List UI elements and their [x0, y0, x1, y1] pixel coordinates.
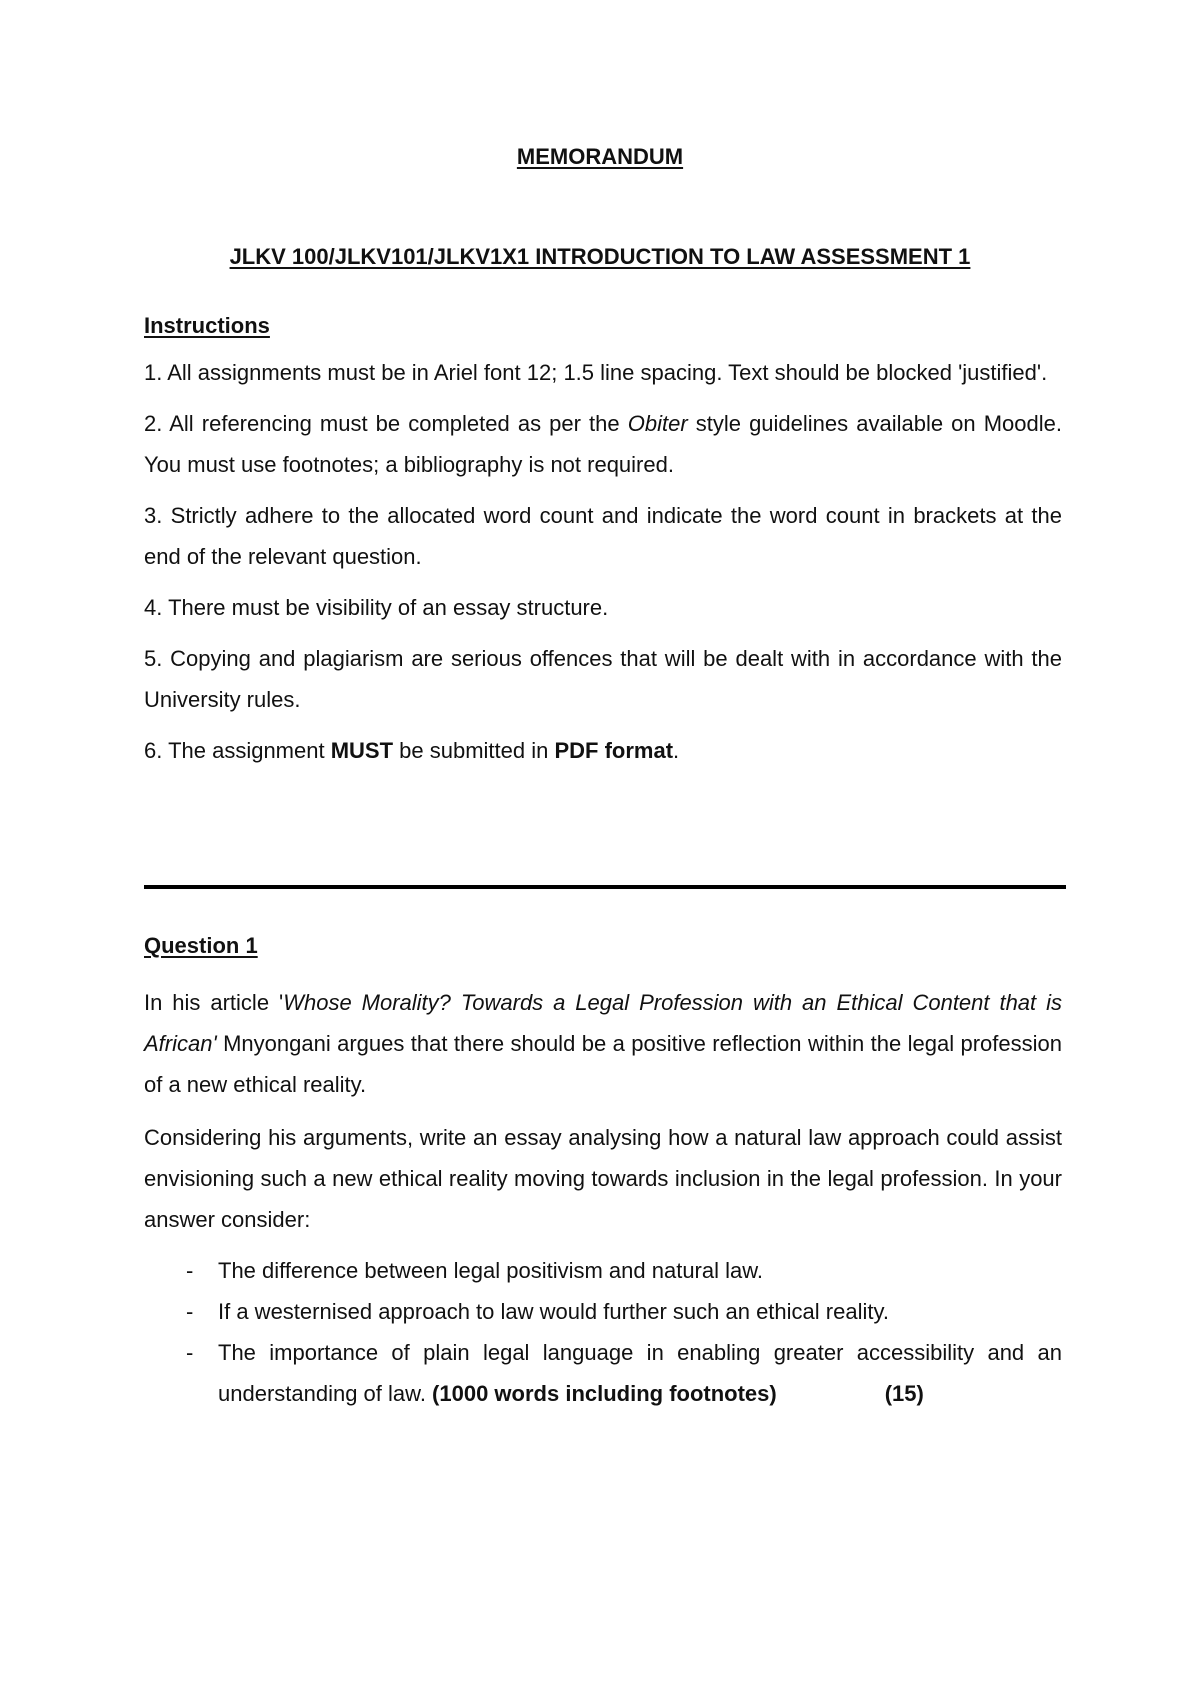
document-title: MEMORANDUM: [516, 144, 684, 169]
list-item: [144, 1250, 1062, 1291]
bullet-marker: -: [186, 1299, 194, 1324]
instruction-item-3: 3. Strictly adhere to the allocated word count and indicate the word count in brackets at the end of the relevant question.: [144, 503, 1062, 569]
instruction-item-2-text-a: 2. All referencing must be completed as per the: [144, 411, 628, 436]
question-1-bullet-list: [144, 1250, 1062, 1414]
list-item: [144, 1332, 1062, 1414]
marks-value: (15): [884, 1381, 924, 1406]
instruction-item-5: 5. Copying and plagiarism are serious offences that will be dealt with in accordance with the University rules.: [144, 646, 1062, 712]
pdf-format-bold: PDF format: [554, 738, 674, 763]
instructions-heading: Instructions: [144, 313, 270, 338]
obiter-italic: Obiter: [627, 411, 688, 436]
question-1-paragraph-2: Considering his arguments, write an essay analysing how a natural law approach could assist envisioning such a new ethical reality moving towards inclusion in the legal profession. In your answer consider:: [144, 1125, 1062, 1232]
bullet-marker: -: [186, 1258, 194, 1283]
instruction-item-4: 4. There must be visibility of an essay structure.: [144, 595, 609, 620]
question-1-heading: Question 1: [144, 933, 258, 958]
bullet-marker: -: [186, 1340, 194, 1365]
bullet-2-text: If a westernised approach to law would further such an ethical reality.: [218, 1299, 889, 1324]
question-1-section: [144, 925, 1062, 1414]
bullet-3-text: The importance of plain legal language in enabling greater accessibility and an understanding of law.: [218, 1340, 1062, 1406]
document-subtitle: JLKV 100/JLKV101/JLKV1X1 INTRODUCTION TO LAW ASSESSMENT 1: [229, 244, 971, 269]
question-1-paragraph-1: [144, 982, 1062, 1105]
instruction-item-1: 1. All assignments must be in Ariel font 12; 1.5 line spacing. Text should be blocked 'justified'.: [144, 360, 1048, 385]
list-item: [144, 1291, 1062, 1332]
bullet-1-text: The difference between legal positivism and natural law.: [218, 1258, 764, 1283]
question-1-para-1-text-b: Mnyongani argues that there should be a positive reflection within the legal profession of a new ethical reality.: [144, 1031, 1062, 1097]
section-divider: [144, 885, 1066, 889]
question-1-para-1-text-a: In his article ': [144, 990, 284, 1015]
must-bold: MUST: [330, 738, 394, 763]
instructions-section: [144, 305, 1062, 781]
instruction-item-2: [144, 403, 1062, 485]
instruction-item-6-text-a: 6. The assignment: [144, 738, 331, 763]
instruction-item-6-text-c: .: [673, 738, 680, 763]
instruction-item-6-text-b: be submitted in: [393, 738, 555, 763]
article-title-italic: Whose Morality? Towards a Legal Profession with an Ethical Content that is African': [144, 990, 1062, 1056]
instruction-item-6: [144, 730, 1062, 771]
word-count-note: (1000 words including footnotes): [432, 1381, 777, 1406]
instruction-item-2-text-b: style guidelines available on Moodle. You must use footnotes; a bibliography is not required.: [144, 411, 1063, 477]
